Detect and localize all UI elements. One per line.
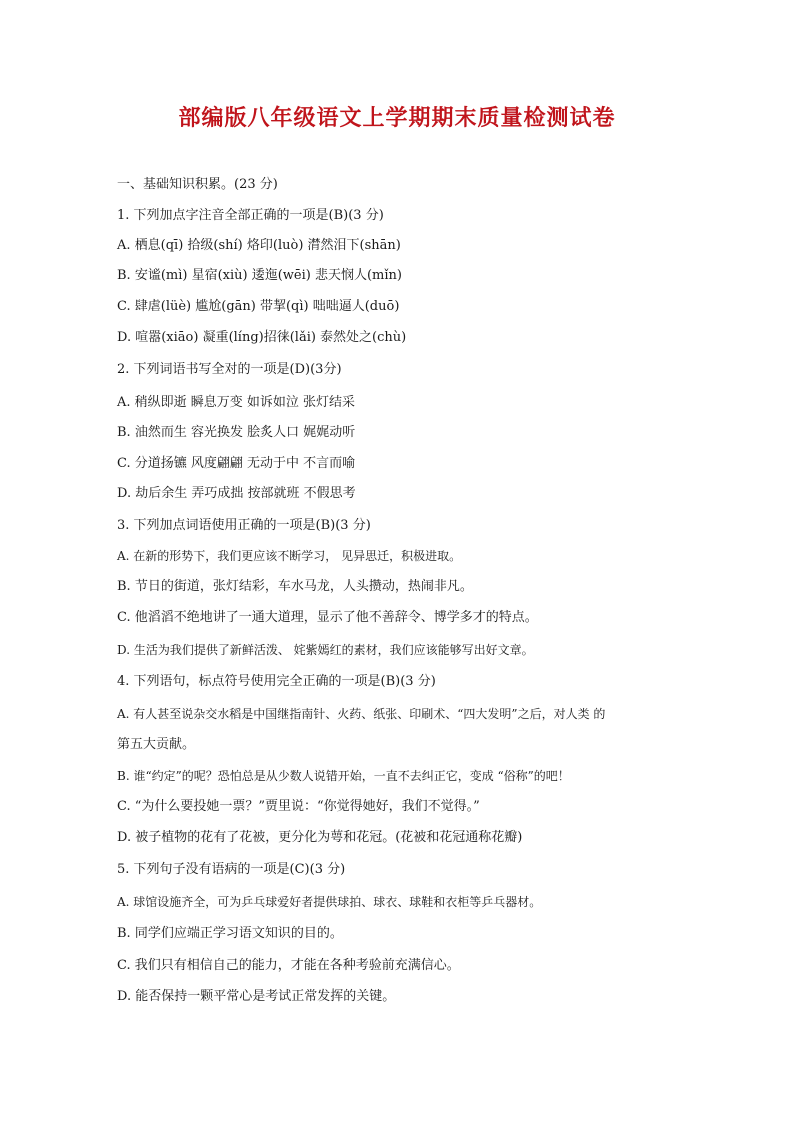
question-2: 2. 下列词语书写全对的一项是(D)(3分) [117,362,342,377]
q5-option-b: B. 同学们应端正学习语文知识的目的。 [117,926,343,941]
q1-option-c: C. 肆虐(lüè) 尴尬(gān) 带挈(qì) 咄咄逼人(duō) [117,299,400,314]
q5-option-c: C. 我们只有相信自己的能力，才能在各种考验前充满信心。 [117,958,460,973]
q4-option-a: A. 有人甚至说杂交水稻是中国继指南针、火药、纸张、印刷术、“四大发明”之后，对人类 的 [117,707,606,721]
q3-option-a: A. 在新的形势下，我们更应该不断学习， 见异思迁，积极进取。 [117,549,462,563]
q2-option-a: A. 稍纵即逝 瞬息万变 如诉如泣 张灯结采 [117,395,356,410]
question-3: 3. 下列加点词语使用正确的一项是(B)(3 分) [117,518,371,533]
q2-option-d: D. 劫后余生 弄巧成拙 按部就班 不假思考 [117,486,356,501]
q2-option-b: B. 油然而生 容光换发 脍炙人口 娓娓动听 [117,425,356,440]
q4-option-b: B. 谁“约定”的呢？恐怕总是从少数人说错开始，一直不去纠正它，变成 “俗称”的吧！ [117,769,570,783]
section-heading: 一、基础知识积累。(23 分) [117,177,278,192]
page-title: 部编版八年级语文上学期期末质量检测试卷 [178,105,616,131]
q4-option-a-cont: 第五大贡献。 [117,737,196,752]
q3-option-d: D. 生活为我们提供了新鲜活泼、 姹紫嫣红的素材，我们应该能够写出好文章。 [117,643,534,657]
q1-option-b: B. 安谧(mì) 星宿(xiù) 逶迤(wēi) 悲天悯人(mǐn) [117,268,402,283]
q1-option-d: D. 喧嚣(xiāo) 凝重(líng)招徕(lǎi) 泰然处之(chù) [117,330,407,345]
q5-option-a: A. 球馆设施齐全，可为乒乓球爱好者提供球拍、球衣、球鞋和衣柜等乒乓器材。 [117,895,542,909]
question-4: 4. 下列语句，标点符号使用完全正确的一项是(B)(3 分) [117,674,436,689]
question-1: 1. 下列加点字注音全部正确的一项是(B)(3 分) [117,208,384,223]
q5-option-d: D. 能否保持一颗平常心是考试正常发挥的关键。 [117,989,396,1004]
q3-option-c: C. 他滔滔不绝地讲了一通大道理，显示了他不善辞令、博学多才的特点。 [117,610,538,625]
q3-option-b: B. 节日的街道，张灯结彩，车水马龙，人头攒动，热闹非凡。 [117,579,473,594]
question-5: 5. 下列句子没有语病的一项是(C)(3 分) [117,862,346,877]
q4-option-d: D. 被子植物的花有了花被，更分化为萼和花冠。(花被和花冠通称花瓣) [117,830,523,845]
q2-option-c: C. 分道扬镳 风度翩翩 无动于中 不言而喻 [117,456,356,471]
q4-option-c: C. “为什么要投她一票？”贾里说：“你觉得她好，我们不觉得。” [117,799,480,814]
q1-option-a: A. 栖息(qī) 拾级(shí) 烙印(luò) 潸然泪下(shān) [117,238,401,253]
